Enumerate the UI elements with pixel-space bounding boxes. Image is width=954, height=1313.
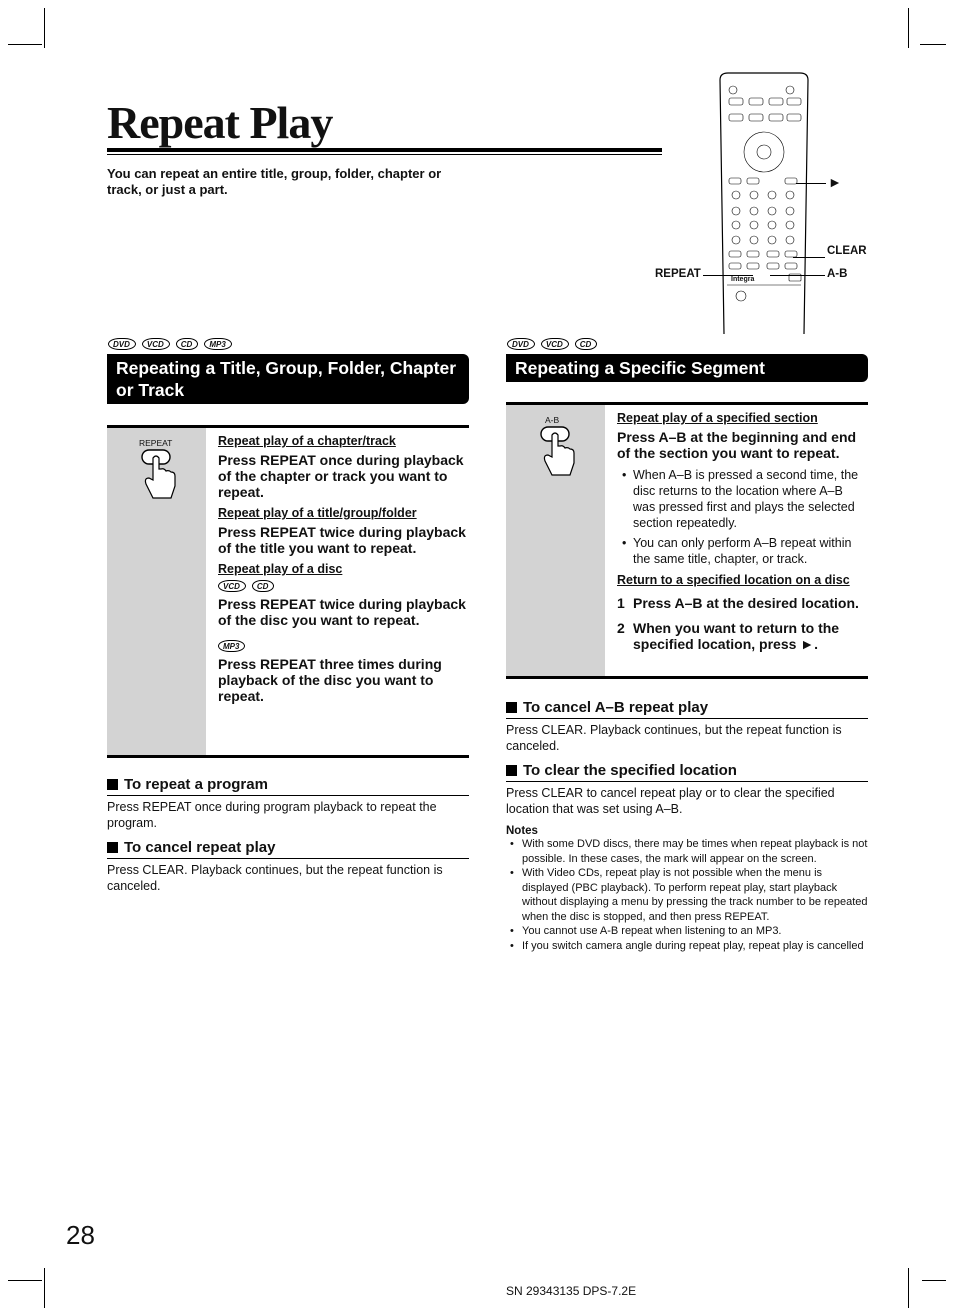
crop-mark — [908, 8, 909, 48]
badge-vcd: VCD — [218, 580, 246, 592]
crop-mark — [44, 1268, 45, 1308]
return-location-heading: Return to a specified location on a disc — [617, 573, 850, 587]
page-number: 28 — [66, 1220, 95, 1250]
list-item: • You cannot use A-B repeat when listening to an MP3. — [506, 924, 868, 939]
ab-instructions — [605, 405, 867, 676]
notes-heading: Notes — [506, 825, 538, 837]
step-number: 2 — [617, 620, 625, 636]
play-callout-line — [796, 183, 826, 184]
play-callout: ► — [828, 174, 842, 190]
section-heading-repeat-title: Repeating a Title, Group, Folder, Chapter or Track — [107, 354, 469, 404]
disc-badges — [218, 580, 468, 592]
button-illustration-area — [107, 428, 206, 755]
repeat-program-text: Press REPEAT once during program playback to repeat the program. — [107, 800, 437, 830]
hand-pressing-button-icon — [139, 448, 179, 504]
remote-brand: Integra — [731, 276, 755, 283]
repeat-program-heading — [107, 776, 469, 796]
cancel-ab-text: Press CLEAR. Playback continues, but the repeat function is canceled. — [506, 723, 842, 753]
footer-code: SN 29343135 DPS-7.2E — [506, 1284, 637, 1298]
ab-instructions-panel — [506, 402, 868, 679]
intro-text: You can repeat an entire title, group, folder, chapter or track, or just a part. — [107, 166, 442, 197]
specified-section-bullets — [617, 467, 867, 567]
title-group-folder-heading: Repeat play of a title/group/folder — [218, 506, 417, 520]
ab-callout-line — [770, 275, 825, 276]
title-group-folder-instruction: Press REPEAT twice during playback of the title you want to repeat. — [218, 524, 466, 556]
crop-mark — [8, 1280, 42, 1281]
repeat-callout-line — [703, 275, 753, 276]
list-item: • You can only perform A–B repeat within the same title, chapter, or track. — [617, 535, 867, 567]
crop-mark — [44, 8, 45, 48]
badge-cd: CD — [176, 338, 199, 350]
list-item: • With Video CDs, repeat play is not possible when the menu is displayed (PBC playback). To perform repeat play, start playback without displaying a menu by pressing the track number to be repeated when the disc is stopped, and then press REPEAT. — [506, 866, 868, 924]
clear-location-text: Press CLEAR to cancel repeat play or to clear the specified location that was set using A–B. — [506, 786, 835, 816]
section-heading-repeat-segment: Repeating a Specific Segment — [506, 354, 868, 382]
step-number: 1 — [617, 595, 625, 611]
page-title: Repeat Play — [107, 97, 333, 148]
repeat-program-title: To repeat a program — [124, 776, 268, 793]
mp3-badges — [218, 640, 468, 652]
square-bullet-icon — [506, 702, 517, 713]
clear-location-title: To clear the specified location — [523, 762, 737, 779]
repeat-instructions — [206, 428, 468, 755]
list-item: • With some DVD discs, there may be times when repeat playback is not possible. In these cases, the mark will appear on the screen. — [506, 837, 868, 866]
list-item: • When A–B is pressed a second time, the disc returns to the location where A–B was pressed first and plays the selected section repeatedly. — [617, 467, 867, 531]
chapter-track-heading: Repeat play of a chapter/track — [218, 434, 396, 448]
cancel-ab-heading — [506, 699, 868, 719]
crop-mark — [920, 44, 946, 45]
cancel-ab-block — [506, 699, 868, 754]
title-rule — [107, 148, 662, 152]
clear-location-block — [506, 762, 868, 817]
disc-type-badges — [108, 338, 232, 350]
chapter-track-instruction: Press REPEAT once during playback of the chapter or track you want to repeat. — [218, 452, 464, 500]
repeat-button-label: REPEAT — [139, 438, 173, 448]
badge-dvd: DVD — [108, 338, 136, 350]
square-bullet-icon — [107, 842, 118, 853]
segment-disc-type-badges — [507, 338, 597, 350]
repeat-program-block — [107, 776, 469, 831]
hand-pressing-ab-button-icon — [538, 425, 578, 481]
crop-mark — [8, 44, 42, 45]
clear-callout-line — [793, 257, 825, 258]
list-item: • If you switch camera angle during repeat play, repeat play is cancelled — [506, 939, 868, 954]
repeat-instructions-panel — [107, 425, 469, 758]
mp3-instruction: Press REPEAT three times during playback of the disc you want to repeat. — [218, 656, 442, 704]
cancel-ab-title: To cancel A–B repeat play — [523, 699, 709, 716]
crop-mark — [922, 1280, 946, 1281]
specified-section-instruction: Press A–B at the beginning and end of the section you want to repeat. — [617, 429, 857, 461]
specified-section-heading: Repeat play of a specified section — [617, 411, 818, 425]
remote-control-illustration — [719, 72, 809, 334]
notes-block — [506, 825, 868, 953]
step-1 — [617, 595, 867, 611]
badge-dvd: DVD — [507, 338, 535, 350]
disc-instruction: Press REPEAT twice during playback of the disc you want to repeat. — [218, 596, 466, 628]
badge-cd: CD — [575, 338, 598, 350]
clear-location-heading — [506, 762, 868, 782]
title-rule-thin — [107, 154, 662, 155]
ab-callout: A-B — [827, 268, 848, 280]
badge-cd: CD — [252, 580, 275, 592]
square-bullet-icon — [506, 765, 517, 776]
ab-button-illustration-area — [506, 405, 605, 676]
cancel-repeat-block — [107, 839, 469, 894]
step-text: Press A–B at the desired location. — [633, 595, 859, 611]
crop-mark — [908, 1268, 909, 1308]
badge-vcd: VCD — [142, 338, 170, 350]
step-2 — [617, 620, 867, 652]
ab-button-label: A-B — [545, 415, 560, 425]
notes-list — [506, 837, 868, 953]
square-bullet-icon — [107, 779, 118, 790]
cancel-repeat-heading — [107, 839, 469, 859]
badge-mp3: MP3 — [218, 640, 245, 652]
cancel-repeat-text: Press CLEAR. Playback continues, but the repeat function is canceled. — [107, 863, 443, 893]
cancel-repeat-title: To cancel repeat play — [124, 839, 276, 856]
clear-callout: CLEAR — [827, 245, 867, 257]
step-text: When you want to return to the specified location, press ►. — [633, 620, 840, 652]
disc-heading: Repeat play of a disc — [218, 562, 343, 576]
badge-mp3: MP3 — [204, 338, 231, 350]
repeat-callout: REPEAT — [655, 268, 701, 280]
badge-vcd: VCD — [541, 338, 569, 350]
